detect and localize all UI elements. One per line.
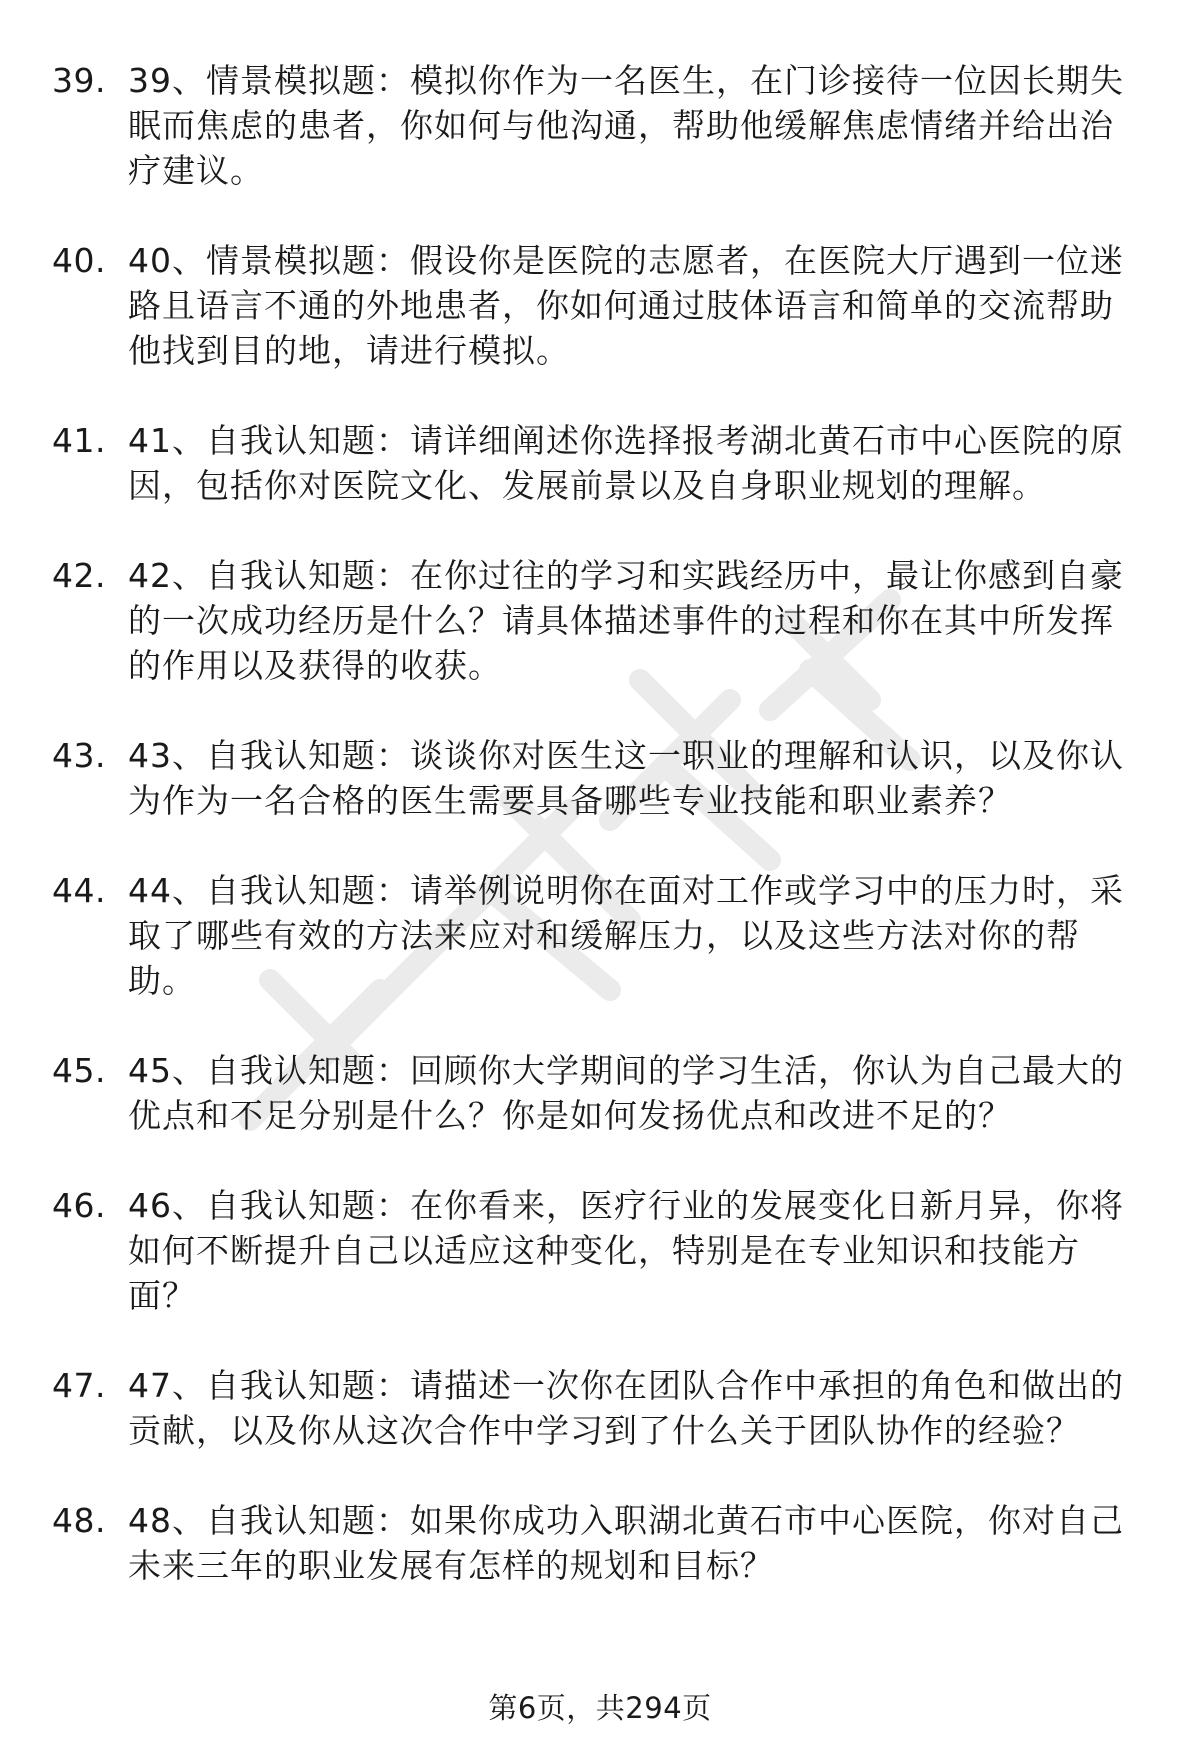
item-number: 41. [52, 421, 106, 460]
list-item [52, 1048, 1152, 1138]
page-footer: 第6页，共294页 [488, 1691, 712, 1725]
item-number: 42. [52, 556, 106, 595]
item-number: 43. [52, 736, 106, 775]
item-text: 39、情景模拟题：模拟你作为一名医生，在门诊接待一位因长期失眠而焦虑的患者，你如何与他沟通，帮助他缓解焦虑情绪并给出治疗建议。 [128, 61, 1124, 190]
item-text: 43、自我认知题：谈谈你对医生这一职业的理解和认识，以及你认为作为一名合格的医生需要具备哪些专业技能和职业素养？ [128, 736, 1124, 820]
list-item [52, 733, 1152, 823]
list-item [52, 868, 1152, 1003]
list-item [52, 238, 1152, 373]
list-item [52, 1363, 1152, 1453]
item-text: 48、自我认知题：如果你成功入职湖北黄石市中心医院，你对自己未来三年的职业发展有怎样的规划和目标？ [128, 1501, 1124, 1585]
list-item [52, 1183, 1152, 1318]
item-text: 44、自我认知题：请举例说明你在面对工作或学习中的压力时，采取了哪些有效的方法来应对和缓解压力，以及这些方法对你的帮助。 [128, 871, 1124, 1000]
item-text: 45、自我认知题：回顾你大学期间的学习生活，你认为自己最大的优点和不足分别是什么？你是如何发扬优点和改进不足的？ [128, 1051, 1124, 1135]
list-item [52, 58, 1152, 193]
item-text: 40、情景模拟题：假设你是医院的志愿者，在医院大厅遇到一位迷路且语言不通的外地患者，你如何通过肢体语言和简单的交流帮助他找到目的地，请进行模拟。 [128, 241, 1124, 370]
question-list [52, 58, 1152, 1633]
item-number: 44. [52, 871, 106, 910]
list-item [52, 418, 1152, 508]
item-number: 45. [52, 1051, 106, 1090]
item-number: 48. [52, 1501, 106, 1540]
item-number: 47. [52, 1366, 106, 1405]
item-number: 39. [52, 61, 106, 100]
list-item [52, 1498, 1152, 1588]
item-text: 46、自我认知题：在你看来，医疗行业的发展变化日新月异，你将如何不断提升自己以适应这种变化，特别是在专业知识和技能方面？ [128, 1186, 1124, 1315]
item-text: 41、自我认知题：请详细阐述你选择报考湖北黄石市中心医院的原因，包括你对医院文化、发展前景以及自身职业规划的理解。 [128, 421, 1124, 505]
list-item [52, 553, 1152, 688]
item-number: 40. [52, 241, 106, 280]
item-text: 47、自我认知题：请描述一次你在团队合作中承担的角色和做出的贡献，以及你从这次合作中学习到了什么关于团队协作的经验？ [128, 1366, 1124, 1450]
item-number: 46. [52, 1186, 106, 1225]
item-text: 42、自我认知题：在你过往的学习和实践经历中，最让你感到自豪的一次成功经历是什么？请具体描述事件的过程和你在其中所发挥的作用以及获得的收获。 [128, 556, 1124, 685]
